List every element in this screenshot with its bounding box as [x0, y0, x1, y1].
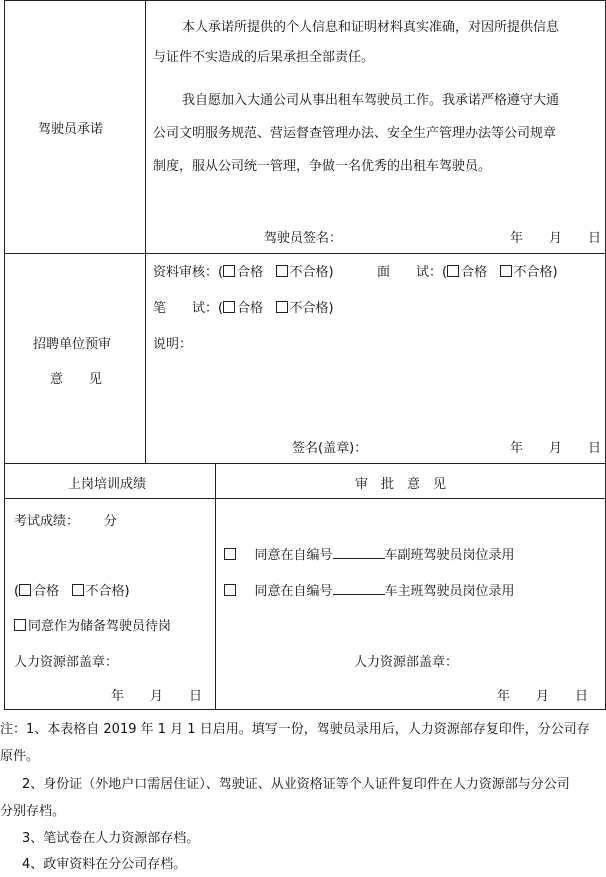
written-fail-label: 不合格 [289, 301, 329, 316]
note-line-2: 原件。 [0, 749, 40, 764]
pledge-para1-line2: 与证件不实造成的后果承担全部责任。 [153, 50, 375, 65]
training-fail-label: 不合格 [85, 584, 125, 599]
training-header: 上岗培训成绩 [68, 477, 147, 492]
written-fail-checkbox[interactable] [276, 301, 288, 313]
material-pass-label: 合格 [237, 265, 264, 280]
option1-number-field[interactable] [333, 546, 385, 559]
recruit-review-label-1: 招聘单位预审 [33, 337, 112, 352]
note-line-6: 4、政审资料在分公司存档。 [22, 857, 187, 872]
recruit-signature-label: 签名(盖章)： [292, 441, 368, 456]
approval-option-1 [224, 544, 515, 563]
material-review-label: 资料审核：( [153, 265, 224, 280]
training-pass-checkbox[interactable] [19, 584, 31, 596]
approval-date: 年 月 日 [497, 689, 589, 704]
training-date: 年 月 日 [111, 689, 203, 704]
table-divider-2 [4, 463, 606, 464]
table-border-left [4, 0, 5, 710]
driver-date: 年 月 日 [510, 231, 602, 246]
training-hr-seal: 人力资源部盖章： [14, 655, 119, 670]
reserve-checkbox[interactable] [14, 619, 26, 631]
interview-pass-checkbox[interactable] [447, 265, 459, 277]
option1-checkbox[interactable] [224, 548, 236, 560]
material-fail-checkbox[interactable] [276, 265, 288, 277]
driver-pledge-label: 驾驶员承诺 [38, 122, 104, 137]
table-border-bottom [4, 709, 606, 710]
table-divider-3 [4, 498, 606, 499]
written-test-label: 笔 试：( [153, 301, 224, 316]
score-unit: 分 [103, 514, 117, 529]
approval-option-2 [224, 580, 515, 599]
training-result-row [14, 580, 130, 599]
note-line-1: 注：1、本表格自 2019 年 1 月 1 日启用。填写一份，驾驶员录用后，人力资源部存复印件，分公司存 [0, 722, 590, 737]
note-line-4: 分别存档。 [0, 804, 66, 819]
material-close-paren: ) [328, 265, 334, 280]
recruit-date: 年 月 日 [510, 441, 602, 456]
lower-column-divider [215, 463, 216, 710]
material-review-row [153, 261, 334, 280]
approval-header: 审 批 意 见 [355, 477, 447, 492]
pledge-para2-line2: 公司文明服务规范、营运督查管理办法、安全生产管理办法等公司规章 [153, 126, 557, 141]
note-line-3: 2、身份证（外地户口需居住证）、驾驶证、从业资格证等个人证件复印件在人力资源部与分公司 [22, 777, 570, 792]
training-fail-checkbox[interactable] [72, 584, 84, 596]
option2-suffix: 车主班驾驶员岗位录用 [384, 584, 515, 599]
approval-hr-seal: 人力资源部盖章： [354, 655, 459, 670]
pledge-para2-line3: 制度，服从公司统一管理，争做一名优秀的出租车驾驶员。 [153, 159, 492, 174]
note-line-5: 3、笔试卷在人力资源部存档。 [22, 831, 200, 846]
interview-row [377, 261, 558, 280]
reserve-row [14, 615, 171, 634]
explanation-label: 说明： [153, 337, 193, 352]
interview-label: 面 试：( [377, 265, 448, 280]
reserve-label: 同意作为储备驾驶员待岗 [28, 619, 172, 634]
written-test-row [153, 297, 334, 316]
option2-prefix: 同意在自编号 [254, 584, 333, 599]
score-label: 考试成绩： [14, 514, 80, 529]
option1-suffix: 车副班驾驶员岗位录用 [384, 548, 515, 563]
option2-number-field[interactable] [333, 582, 385, 595]
table-border-top [4, 0, 606, 1]
interview-fail-checkbox[interactable] [500, 265, 512, 277]
training-open-paren: ( [14, 584, 20, 599]
table-divider-1 [4, 253, 606, 254]
label-column-divider [145, 0, 146, 463]
written-pass-checkbox[interactable] [223, 301, 235, 313]
pledge-para2-line1: 我自愿加入大通公司从事出租车驾驶员工作。我承诺严格遵守大通 [182, 93, 560, 108]
material-pass-checkbox[interactable] [223, 265, 235, 277]
written-pass-label: 合格 [237, 301, 264, 316]
score-row [14, 510, 117, 529]
interview-fail-label: 不合格 [513, 265, 553, 280]
training-pass-label: 合格 [33, 584, 60, 599]
written-close-paren: ) [328, 301, 334, 316]
training-close-paren: ) [124, 584, 130, 599]
interview-close-paren: ) [552, 265, 558, 280]
material-fail-label: 不合格 [289, 265, 329, 280]
recruit-review-label-2: 意 见 [50, 372, 103, 387]
option2-checkbox[interactable] [224, 584, 236, 596]
interview-pass-label: 合格 [461, 265, 488, 280]
pledge-para1-line1: 本人承诺所提供的个人信息和证明材料真实准确，对因所提供信息 [182, 20, 560, 35]
driver-signature-label: 驾驶员签名： [264, 231, 343, 246]
option1-prefix: 同意在自编号 [254, 548, 333, 563]
